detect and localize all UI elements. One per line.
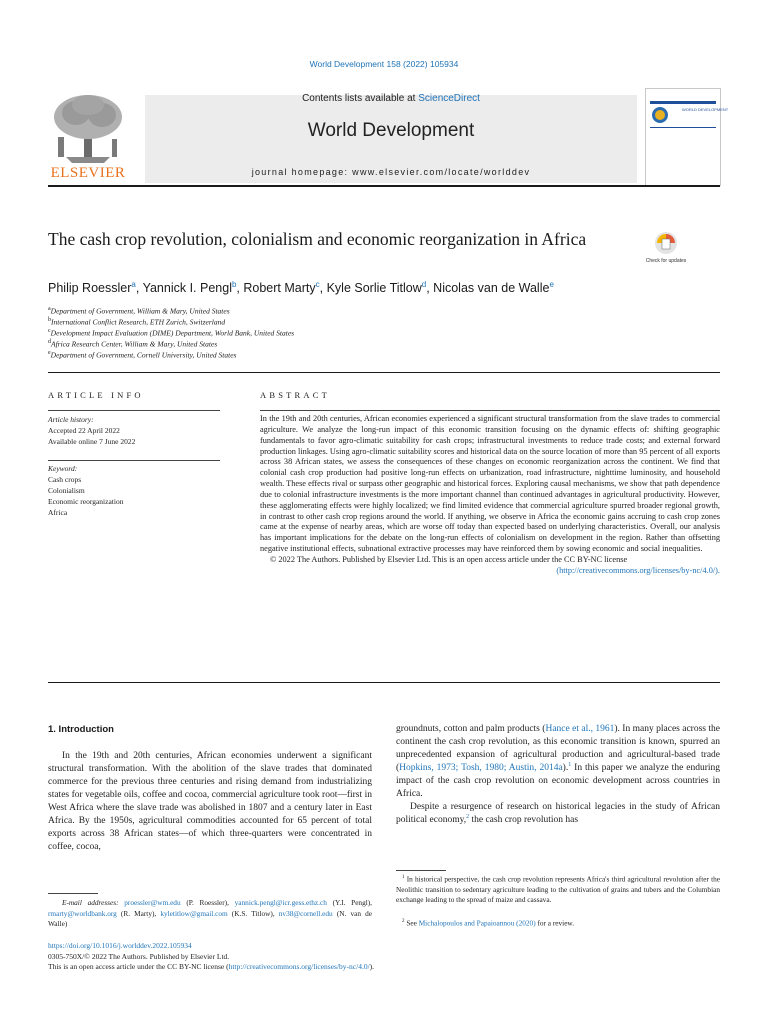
section-rule xyxy=(48,372,720,373)
abstract-rule xyxy=(260,410,720,411)
footnote-ref[interactable]: 2 xyxy=(466,814,470,821)
keyword: Colonialism xyxy=(48,486,85,495)
citation-link[interactable]: Hopkins, 1973; Tosh, 1980; Austin, 2014a xyxy=(399,763,563,774)
history-label: Article history: xyxy=(48,415,94,424)
affiliation: $^b$International Conflict Research, ETH Zurich, Switzerland xyxy=(48,317,226,327)
license-url-link[interactable]: http://creativecommons.org/licenses/by-nc/4.0/ xyxy=(228,962,370,971)
author-affil-ref[interactable]: a xyxy=(131,280,136,289)
check-for-updates-badge[interactable] xyxy=(645,230,687,270)
open-access-line: This is an open access article under the CC BY-NC license (http://creativecommons.org/licenses/by-nc/4.0/). xyxy=(48,962,375,971)
author-affil-ref[interactable]: c xyxy=(315,280,320,289)
keywords-block xyxy=(48,463,123,518)
abstract-body xyxy=(260,414,720,577)
keyword: Africa xyxy=(48,508,68,517)
intro-left-column: In the 19th and 20th centuries, African economies underwent a significant structural transformation. With the abolition of the slave trades that dominated commerce for the previous three centuries and rising demand from industrializing states for vegetable oils, coffee and cocoa, commercial agriculture took root—first in West Africa where the slave trade was abolished in 1807 and a century later in East Africa. By the 1950s, agricultural commodities accounted for 65 percent of total exports across 38 African states—of which three-quarters were concentrated in coffee, cocoa, xyxy=(48,751,372,853)
abstract-heading: ABSTRACT xyxy=(260,390,330,400)
abstract-bottom-rule xyxy=(48,682,720,683)
email-footnote: E-mail addresses: proessler@wm.edu (P. Roessler), yannick.pengl@icr.gess.ethz.ch (Y.I. Pengl), rmarty@worldbank.org (R. Marty), kyletitlow@gmail.com (K.S. Titlow), nv38@cornell.edu (N. van de Walle) xyxy=(48,898,373,928)
article-info-heading: ARTICLE INFO xyxy=(48,390,144,400)
keywords-rule xyxy=(48,460,220,461)
footnote-2: $^2$ See Michalopoulos and Papaioannou (2020) for a review. xyxy=(402,918,575,928)
issn-line: 0305-750X/© 2022 The Authors. Published by Elsevier Ltd. xyxy=(48,951,230,961)
section-heading-introduction: 1. Introduction xyxy=(48,724,114,735)
doi-link[interactable]: https://doi.org/10.1016/j.worlddev.2022.105934 xyxy=(48,941,192,950)
publication-info xyxy=(48,941,720,973)
journal-title: World Development xyxy=(307,120,475,141)
intro-right-column: groundnuts, cotton and palm products (Hance et al., 1961). In many places across the continent the cash crop revolution, as this economic transition is known, spurred an unprecedented expansion of agricultural production and agricultural-based trade (Hopkins, 1973; Tosh, 1980; Austin, 2014a).$^1$ In this paper we analyze the enduring impact of the cash crop revolution on economic development across countries in Africa. Despite a resurgence of research on historical legacies in the study of African political economy,$^2$ the cash crop revolution has xyxy=(396,724,720,826)
footnote-1: $^1$ In historical perspective, the cash crop revolution represents Africa's third agricultural revolution after the Neolithic transition to sedentary agriculture leading to the cultivation of grains and tubers and the Columbian exchange leading to the spread of maize and cassava. xyxy=(396,874,720,905)
cover-title: WORLD DEVELOPMENT xyxy=(682,107,729,112)
citation-link[interactable]: Hance et al., 1961 xyxy=(545,724,615,734)
author-affil-ref[interactable]: e xyxy=(549,280,554,289)
abstract-text: In the 19th and 20th centuries, African economies experienced a significant structural transformation from the slave trades to commercial agriculture. We analyze the long-run impact of this economic transition focusing on the dynamic effects of: shifting geographic fundamentals to favor agro-climatic suitability for cash crops; infrastructural investments to reduce trade costs; and external forward production linkages. Using agro-climatic suitability scores and historical data on the source location of more than 95 percent of all exports across 38 African states, we assess the consequences of these changes on economic reorganization across the continent. We find that colonial cash crop production had positive long-run effects on urbanization, road infrastructure, nighttime luminosity, and household wealth. These effects rival or surpass other geographic and historical forces. Exploring causal mechanisms, we show that path dependence due to colonial infrastructure investments is the more important channel than continued advantages in agricultural productivity. However, these agglomerating effects were highly localized; we find limited evidence that commercial agriculture spurred broader regional growth, in contrast to other cash crop regions around the world. If anything, we observe in Africa the economic gains accruing to cash crop zones came at the expense of nearby areas, which are worse off today than expected based on underlying characteristics. Overall, our analysis has important implications for the debate on the long-run effects of colonialism on development in the region. Rather than offsetting negative institutional effects, subnational extractive processes may have reinforced them by sowing economic and social inequalities. xyxy=(260,414,720,554)
check-updates-label: Check for updates xyxy=(645,258,687,264)
footnote-ref[interactable]: 1 xyxy=(568,761,572,768)
author-affil-ref[interactable]: b xyxy=(231,280,237,289)
keyword: Economic reorganization xyxy=(48,497,124,506)
contents-prefix: Contents lists available at xyxy=(302,93,419,104)
article-info-rule xyxy=(48,410,220,411)
email-link[interactable]: kyletitlow@gmail.com xyxy=(160,908,228,918)
author: Philip Roessler xyxy=(48,281,132,296)
author: Nicolas van de Walle xyxy=(433,281,550,296)
author: Kyle Sorlie Titlow xyxy=(326,281,422,296)
sciencedirect-link[interactable]: ScienceDirect xyxy=(418,93,480,104)
keyword: Cash crops xyxy=(48,475,82,484)
author-list: Philip Roessler$^a$, Yannick I. Pengl$^b$, Robert Marty$^c$, Kyle Sorlie Titlow$^d$, Nicolas van de Walle$^e$ xyxy=(48,280,554,296)
license-link[interactable]: (http://creativecommons.org/licenses/by-nc/4.0/). xyxy=(556,565,720,575)
header-rule xyxy=(48,185,720,187)
affiliation: $^d$Africa Research Center, William & Mary, United States xyxy=(48,339,218,349)
email-link[interactable]: rmarty@worldbank.org xyxy=(48,908,117,918)
affiliation: $^e$Department of Government, Cornell University, United States xyxy=(48,350,237,360)
online-date: Available online 7 June 2022 xyxy=(48,437,136,446)
accepted-date: Accepted 22 April 2022 xyxy=(48,426,120,435)
license-line: © 2022 The Authors. Published by Elsevier Ltd. This is an open access article under the CC BY-NC license xyxy=(270,554,628,564)
footnote-rule xyxy=(396,870,446,871)
affiliation: $^c$Development Impact Evaluation (DIME) Department, World Bank, United States xyxy=(48,328,295,338)
journal-reference[interactable]: World Development 158 (2022) 105934 xyxy=(309,59,459,69)
email-link[interactable]: proessler@wm.edu xyxy=(124,898,181,907)
contents-available-line xyxy=(145,93,637,104)
author-affil-ref[interactable]: d xyxy=(421,280,427,289)
article-title: The cash crop revolution, colonialism and economic reorganization in Africa xyxy=(48,229,587,249)
footnote-rule xyxy=(48,893,98,894)
article-history xyxy=(48,414,135,447)
elsevier-wordmark: ELSEVIER xyxy=(50,165,126,181)
author: Robert Marty xyxy=(243,281,316,296)
email-link[interactable]: yannick.pengl@icr.gess.ethz.ch xyxy=(234,898,327,907)
author: Yannick I. Pengl xyxy=(142,281,232,296)
journal-cover-thumbnail[interactable] xyxy=(645,88,729,186)
citation-link[interactable]: Michalopoulos and Papaioannou (2020) xyxy=(418,918,536,928)
affiliation: $^a$Department of Government, William & Mary, United States xyxy=(48,306,230,316)
email-link[interactable]: nv38@cornell.edu xyxy=(278,908,333,918)
journal-homepage[interactable]: journal homepage: www.elsevier.com/locate/worlddev xyxy=(251,167,531,177)
keyword-label: Keyword: xyxy=(48,464,78,473)
